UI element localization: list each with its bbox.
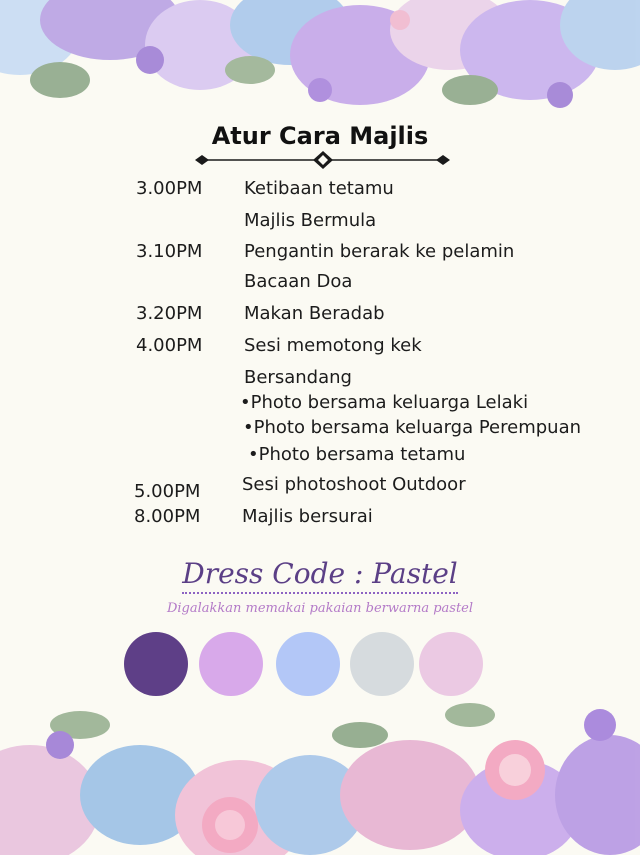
- schedule-activity: •Photo bersama keluarga Lelaki: [240, 392, 529, 413]
- schedule-activity: •Photo bersama tetamu: [248, 444, 466, 465]
- floral-top-border: [0, 0, 640, 120]
- schedule-activity: Sesi memotong kek: [244, 335, 422, 356]
- schedule-activity: Majlis bersurai: [242, 506, 373, 527]
- schedule-activity: Pengantin berarak ke pelamin: [244, 241, 515, 262]
- schedule-activity: Ketibaan tetamu: [244, 178, 394, 199]
- schedule-time: 3.20PM: [136, 303, 203, 324]
- page-title: Atur Cara Majlis: [211, 122, 429, 150]
- dress-code-note: Digalakkan memakai pakaian berwarna pastel: [166, 601, 474, 616]
- schedule-activity: Bersandang: [244, 367, 352, 388]
- schedule-time: 5.00PM: [134, 481, 201, 502]
- schedule-activity: Bacaan Doa: [244, 271, 353, 292]
- schedule-activity: Makan Beradab: [244, 303, 385, 324]
- schedule-time: 3.00PM: [136, 178, 203, 199]
- color-swatch: [199, 632, 263, 696]
- schedule-time: 8.00PM: [134, 506, 201, 527]
- dress-code-heading: Dress Code : Pastel: [0, 557, 640, 590]
- color-swatch: [124, 632, 188, 696]
- ornament-divider: [195, 150, 450, 170]
- schedule-time: 4.00PM: [136, 335, 203, 356]
- color-swatch: [419, 632, 483, 696]
- schedule-activity: Majlis Bermula: [244, 210, 377, 231]
- color-swatch: [350, 632, 414, 696]
- schedule-activity: Sesi photoshoot Outdoor: [242, 474, 466, 495]
- color-swatch: [276, 632, 340, 696]
- schedule-activity: •Photo bersama keluarga Perempuan: [243, 417, 582, 438]
- floral-bottom-border: [0, 695, 640, 855]
- schedule-time: 3.10PM: [136, 241, 203, 262]
